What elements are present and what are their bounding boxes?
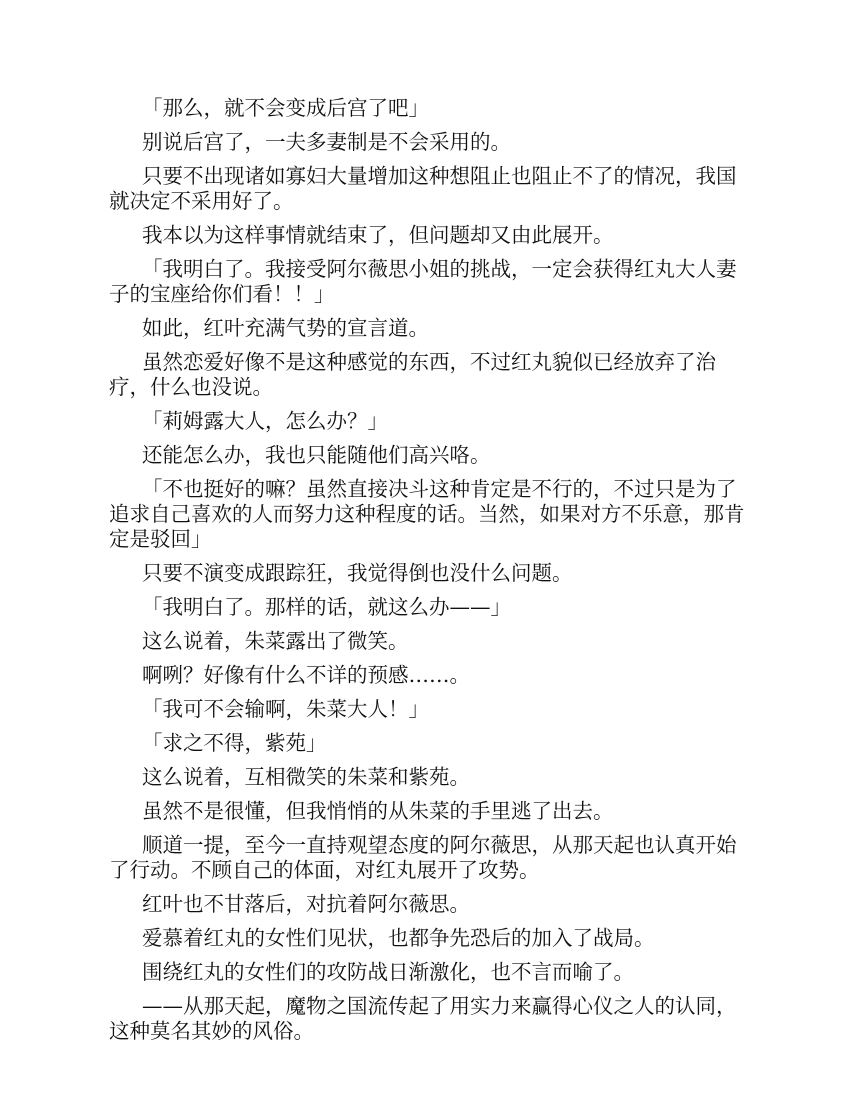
- paragraph: 别说后宫了，一夫多妻制是不会采用的。: [142, 130, 511, 154]
- paragraph: 这么说着，朱菜露出了微笑。: [142, 629, 409, 653]
- paragraph: 顺道一提，至今一直持观望态度的阿尔薇思，从那天起也认真开始了行动。不顾自己的体面，对红丸展开了攻势。: [109, 833, 737, 882]
- paragraph: 只要不出现诸如寡妇大量增加这种想阻止也阻止不了的情况，我国就决定不采用好了。: [109, 164, 737, 213]
- paragraph: 「不也挺好的嘛？虽然直接决斗这种肯定是不行的，不过只是为了追求自己喜欢的人而努力这种程度的话。当然，如果对方不乐意，那肯定是驳回」: [109, 477, 745, 551]
- paragraph: 「我明白了。那样的话，就这么办——」: [142, 595, 511, 619]
- paragraph: 爱慕着红丸的女性们见状，也都争先恐后的加入了战局。: [142, 926, 655, 950]
- paragraph: 如此，红叶充满气势的宣言道。: [142, 316, 429, 340]
- paragraph: 还能怎么办，我也只能随他们高兴咯。: [142, 443, 491, 467]
- paragraph: 「莉姆露大人，怎么办？」: [142, 409, 388, 433]
- paragraph: 「我明白了。我接受阿尔薇思小姐的挑战，一定会获得红丸大人妻子的宝座给你们看！！」: [109, 257, 737, 306]
- paragraph: 「那么，就不会变成后宫了吧」: [142, 96, 429, 120]
- paragraph: 虽然不是很懂，但我悄悄的从朱菜的手里逃了出去。: [142, 799, 614, 823]
- paragraph: 只要不演变成跟踪狂，我觉得倒也没什么问题。: [142, 561, 573, 585]
- novel-text-body: [109, 96, 749, 1053]
- paragraph: 我本以为这样事情就结束了，但问题却又由此展开。: [142, 223, 614, 247]
- paragraph: 这么说着，互相微笑的朱菜和紫苑。: [142, 765, 470, 789]
- paragraph: 红叶也不甘落后，对抗着阿尔薇思。: [142, 892, 470, 916]
- paragraph: ——从那天起，魔物之国流传起了用实力来赢得心仪之人的认同，这种莫名其妙的风俗。: [109, 994, 737, 1043]
- paragraph: 虽然恋爱好像不是这种感觉的东西，不过红丸貌似已经放弃了治疗，什么也没说。: [109, 350, 716, 399]
- paragraph: 啊咧？好像有什么不详的预感……。: [142, 663, 470, 687]
- paragraph: 「我可不会输啊，朱菜大人！」: [142, 697, 429, 721]
- paragraph: 围绕红丸的女性们的攻防战日渐激化，也不言而喻了。: [142, 960, 634, 984]
- paragraph: 「求之不得，紫苑」: [142, 731, 327, 755]
